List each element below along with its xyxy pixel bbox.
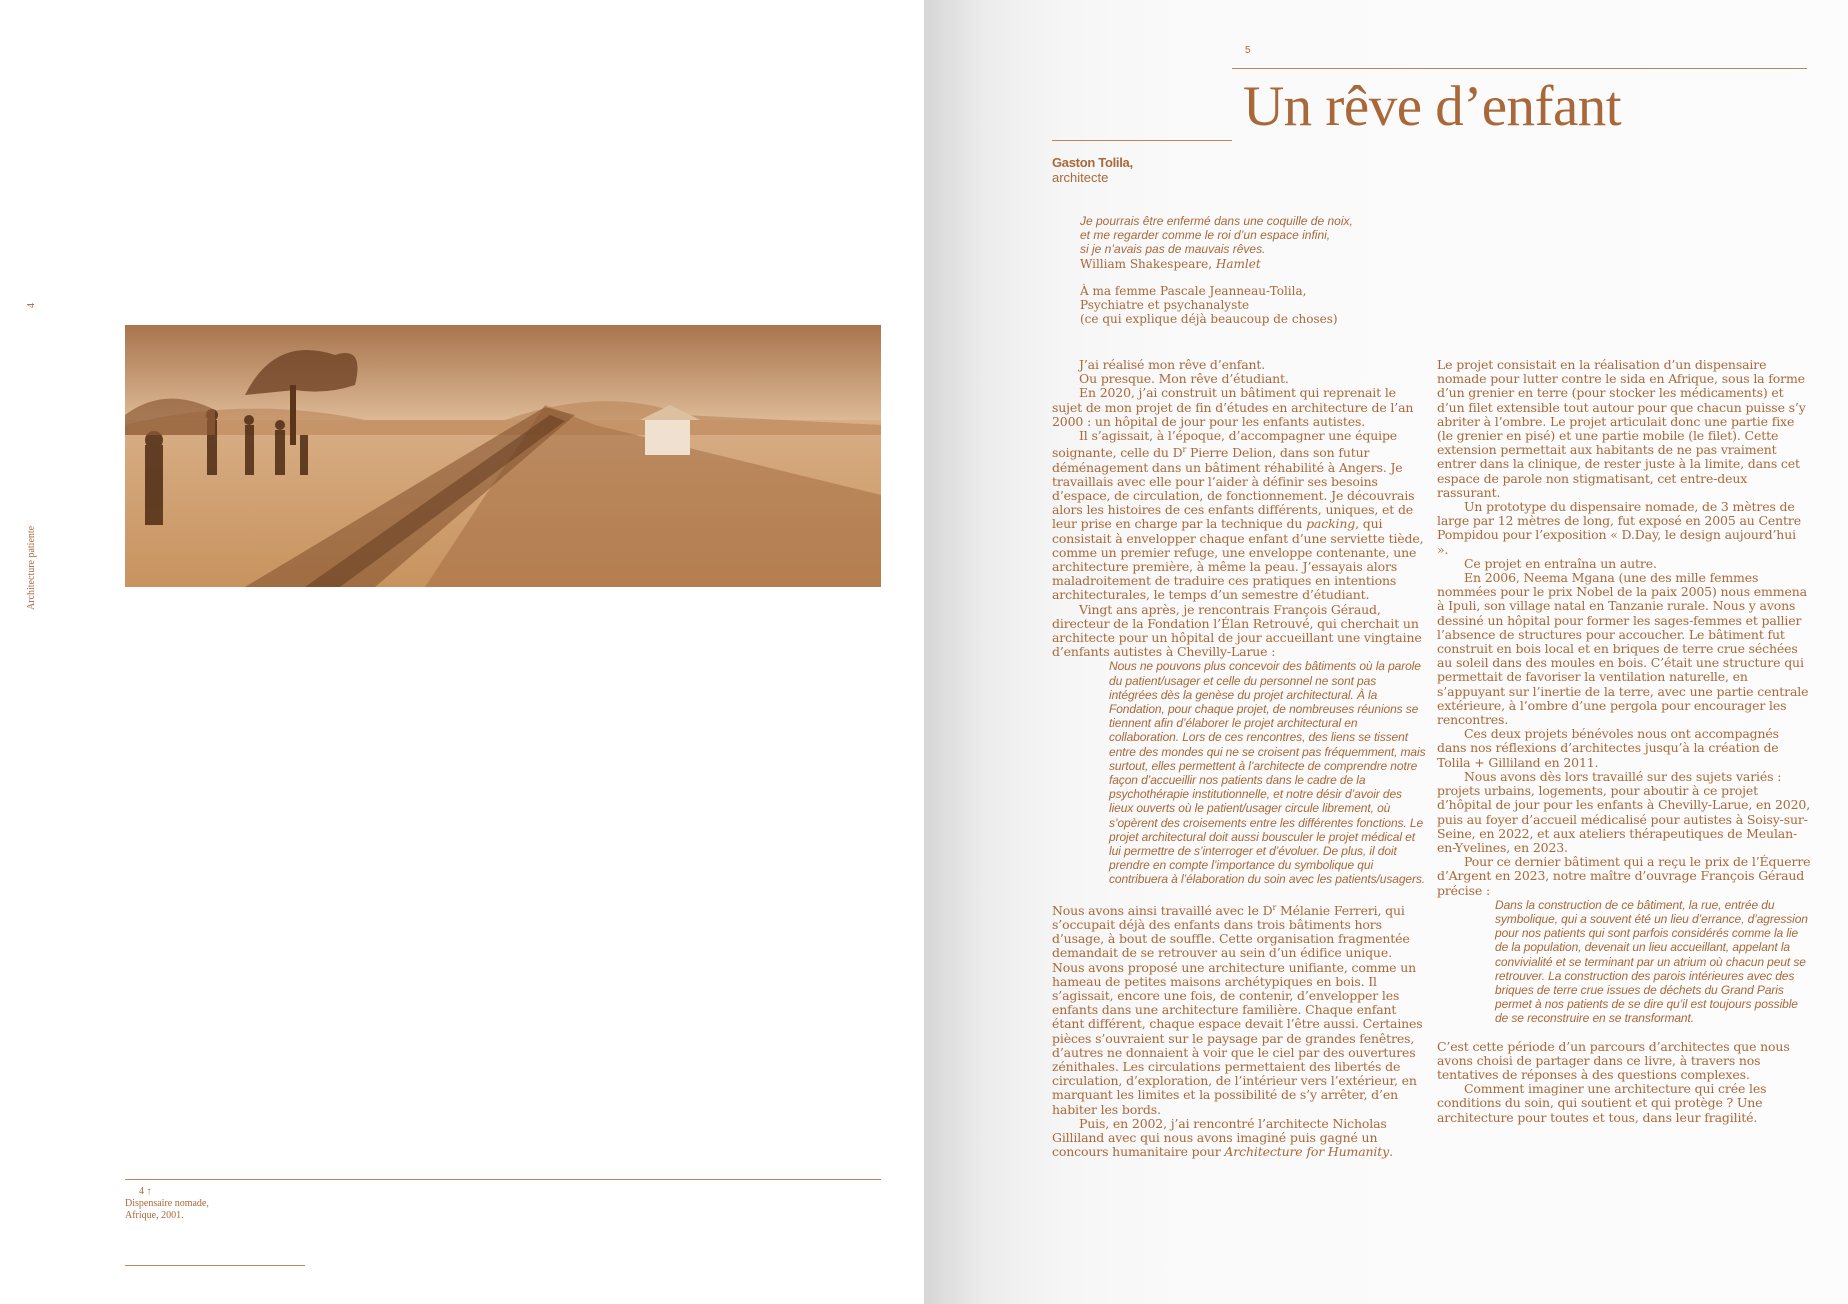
paragraph: Nous avons ainsi travaillé avec le $D^r$ Mélanie Ferreri, qui s’occupait déjà des enfants dans trois bâtiments hors d’usage, à bout de souffle. Cette organisation fragmentée demandait de se retrouver au sein d’un édifice unique. Nous avons proposé une architecture unifiante, comme un hameau de petites maisons archétypiques en bois. Il s’agissait, encore une fois, de contenir, d’envelopper les enfants dans une architecture familière. Chaque enfant étant différent, chaque espace devait l’être aussi. Certaines pièces s’ouvraient sur le paysage par de grandes fenêtres, d’autres ne donnaient à voir que le ciel par des ouvertures zénithales. Les circulations permettaient des libertés de circulation, d’exploration, de l’intérieur vers l’extérieur, en marquant les limites et la possibilité de s’y arrêter, d’en habiter les bords. (1052, 902, 1423, 1117)
block-quote: Nous ne pouvons plus concevoir des bâtiments où la parole du patient/usager et celle du personnel ne sont pas intégrées dès la genèse du projet architectural. À la Fondation, pour chaque projet, de nombreuses réunions se tiennent afin d’élaborer le projet architectural en collaboration. Lors de ces rencontres, des liens se tissent entre des mondes qui ne se croisent pas fréquemment, mais surtout, elles permettent à l’architecte de comprendre notre façon d’accueillir nos patients dans le cadre de la psychothérapie institutionnelle, et notre désir d’avoir des lieux ouverts où le patient/usager circule librement, où s’opèrent des croisements entre les différentes fonctions. Le projet architectural doit aussi bousculer le projet médical et lui permettre de s’interroger et d’évoluer. De plus, il doit prendre en compte l’importance du symbolique qui contribuera à l’élaboration du soin avec les patients/usagers. (1109, 659, 1426, 887)
author-rule (1052, 140, 1232, 141)
footer-rule (125, 1265, 305, 1266)
paragraph: Ces deux projets bénévoles nous ont accompagnés dans nos réflexions d’architectes jusqu’à la création de Tolila + Gilliland en 2011. (1437, 726, 1779, 770)
paragraph: Le projet consistait en la réalisation d’un dispensaire nomade pour lutter contre le sida en Afrique, sous la forme d’un grenier en terre (pour stocker les médicaments) et d’un filet extensible tout autour pour que chacun puisse s’y abriter à l’ombre. Le projet articulait donc une partie fixe (le grenier en pisé) et une partie mobile (le filet). Cette extension permettait aux habitants de ne pas vraiment entrer dans la clinique, de rester juste à la limite, dans cet espace de parole non stigmatisant, cet entre-deux rassurant. (1437, 357, 1806, 500)
paragraph: C’est cette période d’un parcours d’architectes que nous avons choisi de partager dans ce livre, à travers nos tentatives de réponses à des questions complexes. (1437, 1038, 1790, 1082)
paragraph: En 2020, j’ai construit un bâtiment qui reprenait le sujet de mon projet de fin d’études en architecture de l’an 2000 : un hôpital de jour pour les enfants autistes. (1052, 385, 1414, 429)
caption-line-2: Afrique, 2001. (125, 1210, 184, 1221)
paragraph: Nous avons dès lors travaillé sur des sujets variés : projets urbains, logements, pour aboutir à ce projet d’hôpital de jour pour les enfants à Chevilly-Larue, en 2020, puis au foyer d’accueil médicalisé pour autistes à Soisy-sur-Seine, en 2022, et aux ateliers thérapeutiques de Meulan-en-Yvelines, en 2023. (1437, 768, 1811, 855)
epigraph-source (1080, 257, 1353, 271)
text-column-1 (1052, 358, 1427, 1159)
chapter-title: Un rêve d’enfant (1243, 75, 1622, 138)
epigraph (1080, 214, 1353, 271)
text-column-2 (1437, 358, 1811, 1125)
epigraph-line-1: Je pourrais être enfermé dans une coquille de noix, (1080, 214, 1353, 228)
epigraph-line-2: et me regarder comme le roi d’un espace infini, (1080, 228, 1331, 243)
figure-caption (125, 1198, 209, 1222)
block-quote: Dans la construction de ce bâtiment, la rue, entrée du symbolique, qui a souvent été un lieu d’errance, d’agression pour nos patients qui sont parfois considérés comme la lie de la population, devenait un lieu accueillant, appelant la convivialité et se terminant par un atrium où chacun peut se retrouver. La construction des parois intérieures avec des briques de terre crue issues de déchets du Grand Paris permet à nos patients de se dire qu’il est toujours possible de se reconstruire en se transformant. (1495, 897, 1808, 1026)
epigraph-line-3: si je n’avais pas de mauvais rêves. (1080, 242, 1266, 257)
paragraph: Ce projet en entraîna un autre. (1464, 555, 1657, 571)
epigraph-source-author: William Shakespeare, (1080, 256, 1216, 271)
paragraph: Vingt ans après, je rencontrais François Géraud, directeur de la Fondation l’Élan Retrouvé, qui cherchait un architecte pour un hôpital de jour accueillant une vingtaine d’enfants autistes à Chevilly-Larue : (1052, 601, 1422, 660)
running-head: Architecture patiente (26, 525, 37, 610)
caption-rule (125, 1179, 881, 1180)
dedication-line-2: Psychiatre et psychanalyste (1080, 298, 1250, 313)
dedication-line-3: (ce qui explique déjà beaucoup de choses) (1080, 312, 1338, 327)
paragraph: En 2006, Neema Mgana (une des mille femmes nommées pour le prix Nobel de la paix 2005) nous emmena à Ipuli, son village natal en Tanzanie rurale. Nous y avons dessiné un hôpital pour former les sages-femmes et pallier l’absence de structures pour accoucher. Le bâtiment fut construit en bois local et en briques de terre crue séchées au soleil dans des moules en bois. C’était une structure qui permettait de favoriser la ventilation naturelle, en s’appuyant sur l’inertie de la terre, avec une partie centrale extérieure, à l’ombre d’une pergola pour encourager les rencontres. (1437, 570, 1809, 728)
dedication (1080, 284, 1338, 327)
paragraph: Puis, en 2002, j’ai rencontré l’architecte Nicholas Gilliland avec qui nous avons imaginé puis gagné un concours humanitaire pour Architecture for Humanity. (1052, 1115, 1393, 1160)
caption-line-1: Dispensaire nomade, (125, 1198, 209, 1209)
dedication-line-1: À ma femme Pascale Jeanneau-Tolila, (1080, 284, 1307, 298)
paragraph: Il s’agissait, à l’époque, d’accompagner une équipe soignante, celle du $D^r$ Pierre Delion, dans son futur déménagement dans un bâtiment réhabilité à Angers. Je travaillais avec elle pour l’aider à définir ses besoins d’espace, de circulation, de fonctionnement. Je découvrais alors les histoires de ces enfants différents, uniques, et de leur prise en charge par la technique du packing, qui consistait à envelopper chaque enfant d’une serviette tiède, comme un premier refuge, une enveloppe contenante, une architecture première, à même la peau. J’essayais alors maladroitement de traduire ces pratiques en intentions architecturales, le temps d’un semestre d’étudiant. (1052, 428, 1424, 603)
title-rule (1232, 68, 1807, 69)
photo-illustration (125, 325, 881, 587)
paragraph: Comment imaginer une architecture qui crée les conditions du soin, qui soutient et qui protège ? Une architecture pour toutes et tous, dans leur fragilité. (1437, 1081, 1767, 1125)
paragraph: Un prototype du dispensaire nomade, de 3 mètres de large par 12 mètres de long, fut exposé en 2005 au Centre Pompidou pour l’exposition « D.Day, le design aujourd’hui ». (1437, 499, 1801, 557)
figure-number (139, 1186, 152, 1197)
figure-number-text: 4 ↑ (139, 1186, 152, 1197)
right-page-number: 5 (1245, 45, 1251, 56)
photo-nomadic-dispensary (125, 325, 881, 587)
epigraph-source-work: Hamlet (1215, 256, 1261, 271)
paragraph: Ou presque. Mon rêve d’étudiant. (1079, 371, 1289, 387)
author-role: architecte (1052, 170, 1109, 185)
paragraph: Pour ce dernier bâtiment qui a reçu le prix de l’Équerre d’Argent en 2023, notre maître d’ouvrage François Géraud précise : (1437, 854, 1811, 898)
author-block (1052, 155, 1133, 185)
left-page-number: 4 (26, 303, 37, 308)
paragraph: J’ai réalisé mon rêve d’enfant. (1079, 357, 1266, 372)
author-name: Gaston Tolila, (1052, 155, 1133, 170)
